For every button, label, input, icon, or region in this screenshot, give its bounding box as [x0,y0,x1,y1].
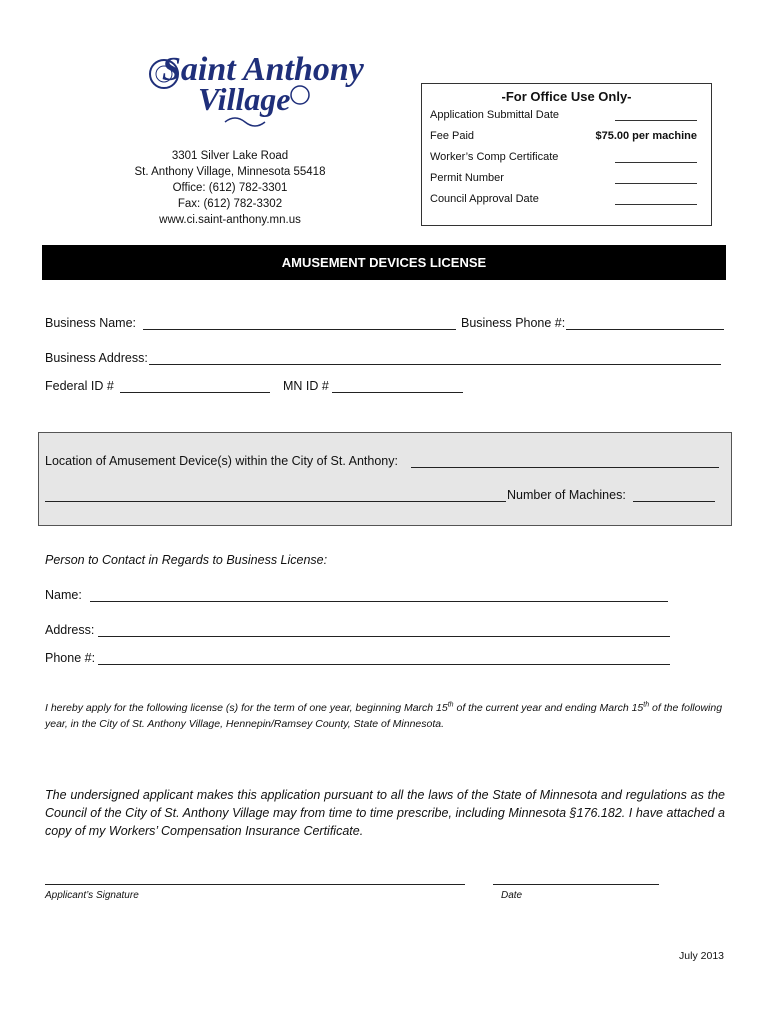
superscript: th [643,701,650,709]
business-phone-field[interactable] [566,329,724,330]
logo-text-line1: Saint Anthony [162,51,364,88]
fee-value: $75.00 per machine [595,130,697,142]
statement-part: I hereby apply for the following license (s) for the term of one year, beginning March 15 [45,702,448,714]
office-row-line [615,183,697,184]
office-row-fee [430,130,705,144]
street-address: 3301 Silver Lake Road [171,150,289,162]
signature-date-label: Date [501,890,523,901]
logo-text-line2: Village [198,81,291,117]
office-use-title: -For Office Use Only- [501,89,632,104]
contact-phone-label: Phone #: [45,651,96,665]
office-row-line [615,120,697,121]
office-row-line [615,162,697,163]
contact-name-label: Name: [45,588,82,602]
office-row-permit [430,172,705,186]
office-use-box [421,83,712,226]
office-row-line [615,204,697,205]
office-row-label: Application Submittal Date [430,109,560,121]
superscript: th [447,701,454,709]
revision-date: July 2013 [679,950,724,962]
mn-id-field[interactable] [332,392,463,393]
federal-id-field[interactable] [120,392,270,393]
contact-address-field[interactable] [98,636,670,637]
office-row-submittal [430,109,705,123]
num-machines-label: Number of Machines: [507,488,626,502]
office-row-label: Fee Paid [430,130,475,142]
contact-phone-field[interactable] [98,664,670,665]
office-row-label: Permit Number [430,172,504,184]
statement-part: of the current year and ending March 15 [453,702,644,714]
website: www.ci.saint-anthony.mn.us [159,214,301,226]
business-name-field[interactable] [143,329,456,330]
business-address-field[interactable] [149,364,721,365]
business-address-label: Business Address: [45,351,148,365]
city-state-zip: St. Anthony Village, Minnesota 55418 [134,166,326,178]
office-row-workers-comp [430,151,705,165]
applicant-signature-label: Applicant’s Signature [45,890,139,901]
num-machines-field[interactable] [633,501,715,502]
fax-number: Fax: (612) 782-3302 [177,198,283,210]
contact-address-label: Address: [45,623,95,637]
undersigned-statement: The undersigned applicant makes this application pursuant to all the laws of the State of Minnesota and regulations as the Council of the City of St. Anthony Village may from time to time prescribe, including Minnesota §176.182. I have attached a copy of my Workers’ Compensation Insurance Certificate. [45,788,725,838]
office-phone: Office: (612) 782-3301 [172,182,288,194]
city-logo [140,40,364,130]
location-field[interactable] [411,467,719,468]
office-row-label: Worker’s Comp Certificate [430,151,559,163]
location-section [38,432,732,526]
business-phone-label: Business Phone #: [461,316,566,330]
license-application-statement [45,700,725,732]
contact-name-field[interactable] [90,601,668,602]
signature-date-field[interactable] [493,884,659,885]
business-name-label: Business Name: [45,316,137,330]
city-address [120,148,340,228]
office-row-council [430,193,705,207]
statement-part: of the following year, in the City of St. Anthony Village, Hennepin/Ramsey County, State of Minnesota. [45,702,723,730]
location-field-line2[interactable] [45,501,506,502]
saint-anthony-village-logo [140,40,364,130]
applicant-signature-field[interactable] [45,884,465,885]
contact-heading: Person to Contact in Regards to Business License: [45,553,328,567]
location-label: Location of Amusement Device(s) within the City of St. Anthony: [45,454,398,468]
mn-id-label: MN ID # [283,379,329,393]
office-row-label: Council Approval Date [430,193,539,205]
federal-id-label: Federal ID # [45,379,114,393]
form-title: AMUSEMENT DEVICES LICENSE [42,245,726,280]
